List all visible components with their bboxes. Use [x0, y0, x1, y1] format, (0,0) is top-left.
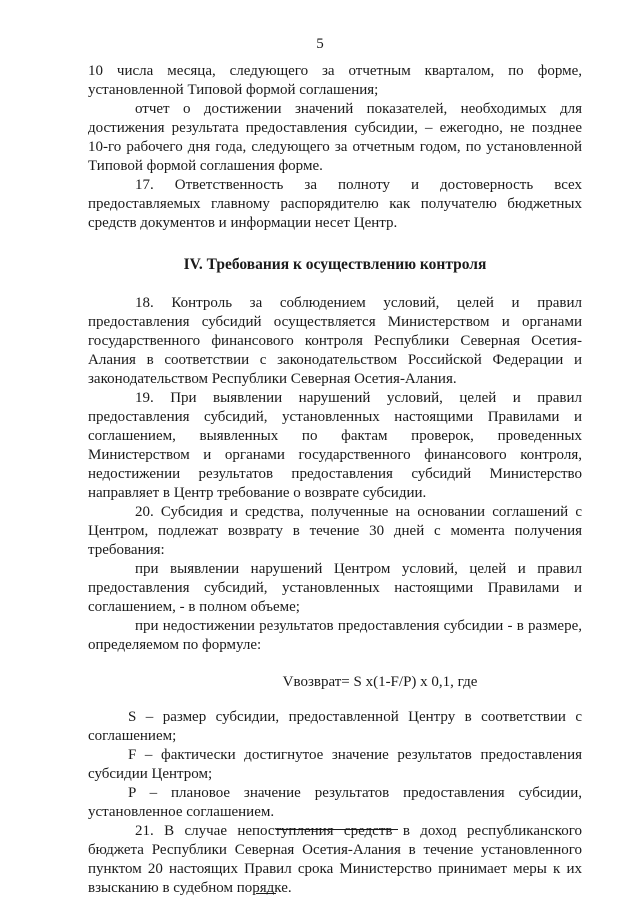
document-body	[88, 62, 582, 898]
paragraph-21: 21. В случае непоступления средств в доход республиканского бюджета Республики Северная Осетия-Алания в течение установленного пунктом 20 настоящих Правил срока Министерство принимает меры к их взысканию в судебном порядке.	[88, 823, 582, 896]
definition-f: F – фактически достигнутое значение результатов предоставления субсидии Центром;	[88, 747, 582, 782]
page-number: 5	[316, 36, 324, 52]
section-heading: IV. Требования к осуществлению контроля	[183, 256, 487, 273]
definition-p: P – плановое значение результатов предоставления субсидии, установленное соглашением.	[88, 785, 582, 820]
paragraph-20-formula-intro: при недостижении результатов предоставления субсидии - в размере, определяемом по формуле:	[88, 618, 582, 653]
paragraph-report: отчет о достижении значений показателей, необходимых для достижения результата предоставления субсидии, – ежегодно, не позднее 10-го рабочего дня года, следующего за отчетным годом, по установленной Типовой формой соглашения форме.	[88, 101, 582, 174]
refund-formula: Vвозврат= S x(1-F/P) x 0,1, где	[282, 674, 478, 690]
definition-s: S – размер субсидии, предоставленной Центру в соответствии с соглашением;	[88, 709, 582, 744]
end-separator-line	[276, 829, 398, 830]
paragraph-19: 19. При выявлении нарушений условий, целей и правил предоставления субсидий, установленных настоящими Правилами и соглашением, выявленных по фактам проверок, проведенных Министерством и органами государственного финансового контроля, недостижении результатов предоставления субсидий Министерство направляет в Центр требование о возврате субсидии.	[88, 390, 582, 501]
paragraph-17: 17. Ответственность за полноту и достоверность всех предоставляемых главному распорядителю как получателю бюджетных средств документов и информации несет Центр.	[88, 177, 582, 231]
paragraph-continuation: 10 числа месяца, следующего за отчетным кварталом, по форме, установленной Типовой формой соглашения;	[88, 63, 582, 98]
footer-mark	[256, 893, 276, 894]
paragraph-20-full: при выявлении нарушений Центром условий, целей и правил предоставления субсидий, установленных настоящими Правилами и соглашением, - в полном объеме;	[88, 561, 582, 615]
paragraph-18: 18. Контроль за соблюдением условий, целей и правил предоставления субсидий осуществляется Министерством и органами государственного финансового контроля Республики Северная Осетия-Алания в соответствии с законодательством Российской Федерации и законодательством Республики Северная Осетия-Алания.	[88, 295, 582, 387]
paragraph-20: 20. Субсидия и средства, полученные на основании соглашений с Центром, подлежат возврату в течение 30 дней с момента получения требования:	[88, 504, 582, 558]
